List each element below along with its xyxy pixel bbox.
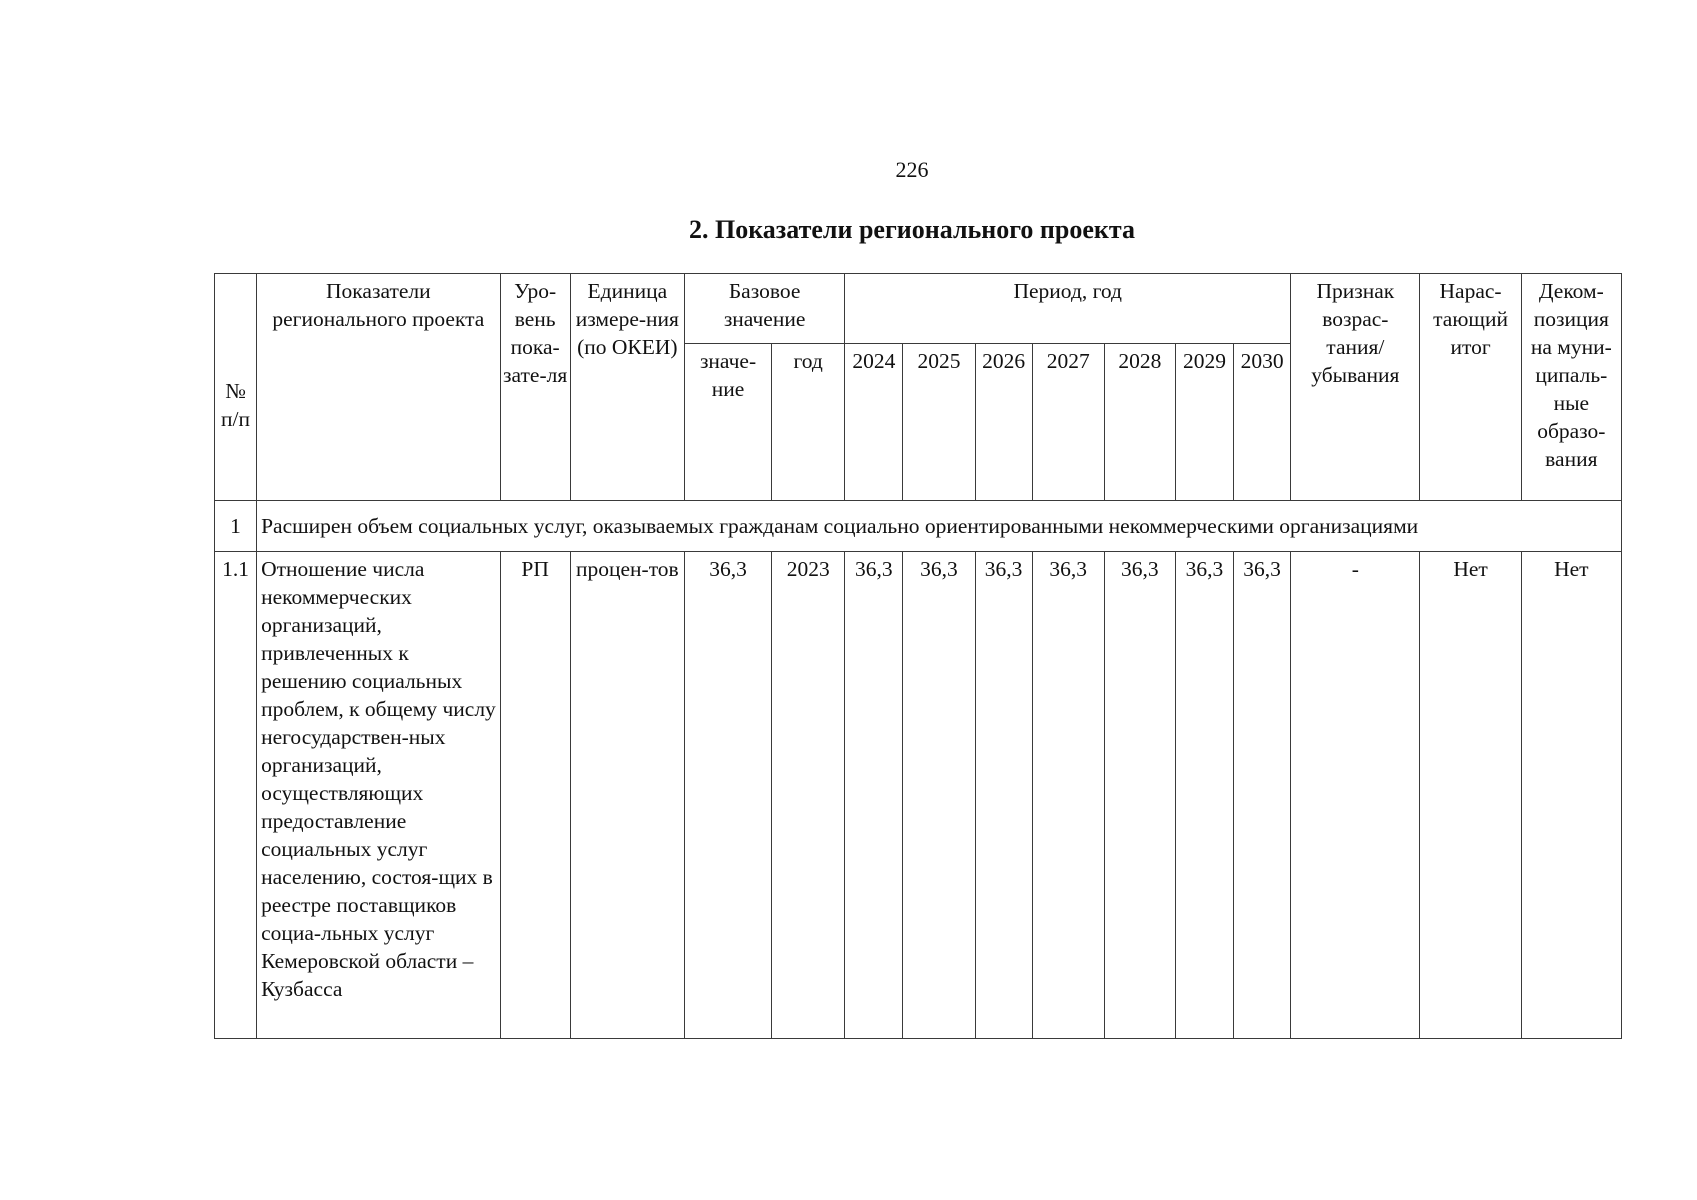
header-num: № п/п [215, 274, 257, 501]
header-year-2030 [1234, 344, 1291, 501]
header-unit: Единица измере-ния (по ОКЕИ) [570, 274, 684, 501]
page-number: 226 [895, 157, 929, 182]
header-year-2027 [1032, 344, 1104, 501]
row-base-year: 2023 [772, 552, 845, 1039]
header-year-2024 [845, 344, 903, 501]
row-value-2029: 36,3 [1175, 552, 1233, 1039]
year-label: 2025 [917, 349, 961, 373]
row-value-2030: 36,3 [1234, 552, 1291, 1039]
row-indicator: Отношение числа некоммерческих организаций, привлеченных к решению социальных проблем, к общему числу негосударствен-ных организаций, осуществляющих предоставление социальных услуг населению, состоя-щих в реестре поставщиков социа-льных услуг Кемеровской области – Кузбасса [257, 552, 501, 1039]
header-base: Базовое значение [684, 274, 844, 344]
header-decomposition: Деком-позиция на муни-ципаль-ные образо-вания [1521, 274, 1621, 501]
row-unit: процен-тов [570, 552, 684, 1039]
year-label: 2027 [1046, 349, 1090, 373]
header-year-2025 [903, 344, 975, 501]
row-trend: - [1291, 552, 1420, 1039]
section-title: Расширен объем социальных услуг, оказываемых гражданам социально ориентированными некоммерческими организациями [257, 501, 1622, 552]
header-year-2029 [1175, 344, 1233, 501]
header-period: Период, год [845, 274, 1291, 344]
row-value-2026: 36,3 [975, 552, 1032, 1039]
page-title: 2. Показатели регионального проекта [689, 215, 1135, 244]
year-label: 2024 [852, 349, 896, 373]
header-year-2028 [1104, 344, 1175, 501]
year-label: 2026 [982, 349, 1026, 373]
year-label: 2028 [1118, 349, 1162, 373]
year-label: 2029 [1182, 349, 1226, 373]
header-level: Уро-вень пока-зате-ля [500, 274, 570, 501]
row-num: 1.1 [215, 552, 257, 1039]
table-row [215, 552, 1622, 1039]
row-cumulative: Нет [1420, 552, 1521, 1039]
row-value-2028: 36,3 [1104, 552, 1175, 1039]
indicators-table [214, 273, 1622, 1039]
row-level: РП [500, 552, 570, 1039]
row-value-2024: 36,3 [845, 552, 903, 1039]
header-base-year: год [772, 344, 845, 501]
section-row [215, 501, 1622, 552]
header-cumulative: Нарас-тающий итог [1420, 274, 1521, 501]
header-year-2026 [975, 344, 1032, 501]
row-value-2025: 36,3 [903, 552, 975, 1039]
row-base-value: 36,3 [684, 552, 771, 1039]
header-trend: Признак возрас-тания/ убывания [1291, 274, 1420, 501]
header-indicator: Показатели регионального проекта [257, 274, 501, 501]
header-base-value: значе-ние [684, 344, 771, 501]
section-num: 1 [215, 501, 257, 552]
row-value-2027: 36,3 [1032, 552, 1104, 1039]
year-label: 2030 [1240, 349, 1284, 373]
row-decomposition: Нет [1521, 552, 1621, 1039]
header-row-top [215, 274, 1622, 344]
